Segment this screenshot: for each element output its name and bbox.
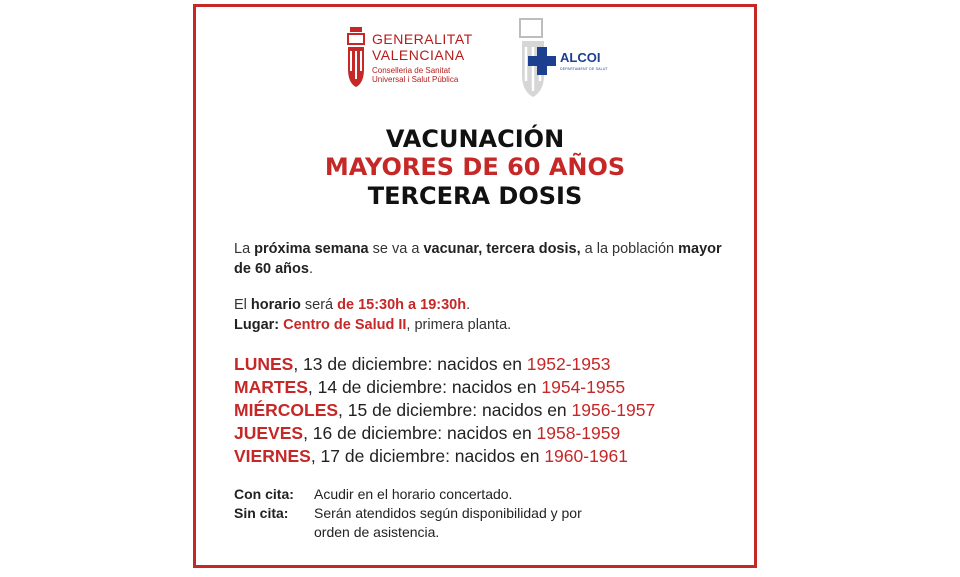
schedule-text-2: será [300,297,338,313]
sin-cita-row [234,504,634,542]
place-rest: , primera planta. [406,317,512,333]
intro-text-1: La [234,241,255,257]
poster-frame [193,4,757,568]
schedule-text-1: El [234,297,251,313]
day-years: 1952-1953 [526,354,611,374]
con-cita-row [234,485,634,504]
day-date: , 14 de diciembre: nacidos en [307,377,542,397]
schedule-line [234,295,734,315]
day-years: 1958-1959 [536,423,621,443]
con-cita-label: Con cita: [234,486,294,502]
cita-section [234,485,634,542]
generalitat-emblem-icon [346,25,366,89]
title-tercera-dosis: TERCERA DOSIS [367,182,583,210]
day-name: MARTES [234,377,308,397]
day-years: 1960-1961 [544,446,629,466]
day-date: , 17 de diciembre: nacidos en [310,446,545,466]
day-years: 1956-1957 [571,400,656,420]
alcoi-sub: DEPARTAMENT DE SALUT [560,67,608,71]
schedule-paragraph [234,295,734,335]
day-date: , 15 de diciembre: nacidos en [338,400,572,420]
sin-cita-text: Serán atendidos según disponibilidad y por orden de asistencia. [314,505,582,540]
intro-text-3: a la población [580,241,679,257]
place-value: Centro de Salud II [283,317,407,333]
generalitat-name-line1: GENERALITAT [372,31,473,47]
schedule-bold: horario [250,297,301,313]
day-date: , 16 de diciembre: nacidos en [303,423,537,443]
con-cita-text: Acudir en el horario concertado. [314,486,513,502]
day-name: VIERNES [234,446,311,466]
intro-text-2: se va a [368,241,424,257]
generalitat-name-line2: VALENCIANA [372,47,465,63]
days-list [234,353,655,468]
schedule-hours: de 15:30h a 19:30h [337,297,467,313]
day-row [234,353,655,376]
schedule-text-3: . [466,297,471,313]
day-row [234,376,655,399]
day-years: 1954-1955 [541,377,626,397]
generalitat-sub-line2: Universal i Salut Pública [372,75,459,84]
alcoi-name: ALCOI [560,50,601,65]
day-row [234,445,655,468]
medical-cross-icon [528,47,556,75]
day-row [234,399,655,422]
intro-bold-3: mayor de 60 años [234,241,722,277]
place-line [234,315,734,335]
title-vacunacion: VACUNACIÓN [385,125,565,153]
intro-paragraph [234,239,734,279]
day-name: LUNES [234,354,294,374]
alcoi-logo [518,17,618,99]
title-mayores: MAYORES DE 60 AÑOS [324,153,626,181]
place-label: Lugar: [234,317,284,333]
generalitat-logo [346,25,474,91]
intro-bold-2: vacunar, tercera dosis, [423,241,581,257]
sin-cita-label: Sin cita: [234,505,289,521]
day-name: JUEVES [234,423,304,443]
intro-text-4: . [308,261,313,277]
day-date: , 13 de diciembre: nacidos en [293,354,527,374]
generalitat-sub-line1: Conselleria de Sanitat [372,66,451,75]
day-row [234,422,655,445]
day-name: MIÉRCOLES [234,400,339,420]
intro-bold-1: próxima semana [254,241,369,257]
